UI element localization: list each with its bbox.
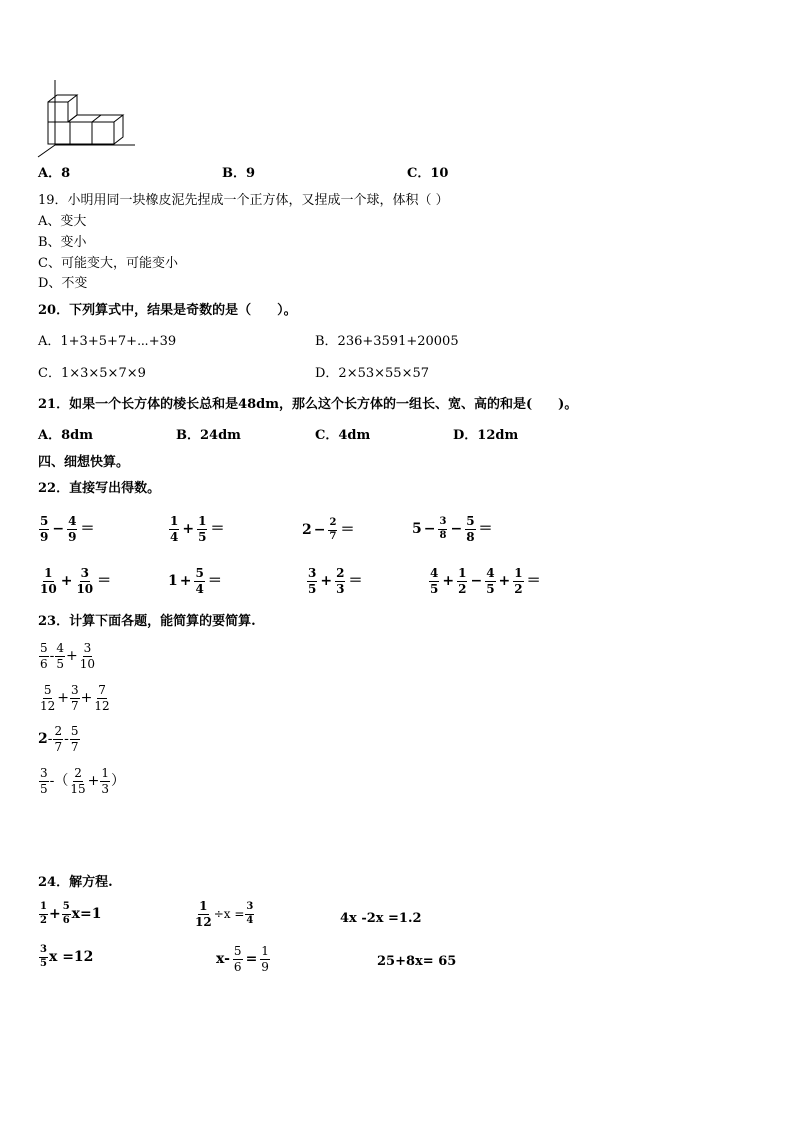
q21-option-d[interactable]: D．12dm xyxy=(453,428,519,443)
operator: − xyxy=(450,521,463,538)
q24-eq-1 xyxy=(38,902,102,926)
denominator: 3 xyxy=(101,781,110,796)
q21-option-b[interactable]: B．24dm xyxy=(176,428,241,443)
denominator: 6 xyxy=(40,656,48,671)
denominator: 3 xyxy=(336,581,345,596)
numerator: 3 xyxy=(308,566,317,580)
numerator: 4 xyxy=(486,566,495,580)
denominator: 2 xyxy=(458,581,467,596)
numerator: 1 xyxy=(199,899,208,913)
operator: + xyxy=(498,573,511,590)
equals: ＝ xyxy=(97,573,112,590)
whole-number: 5 xyxy=(412,521,422,538)
numerator: 1 xyxy=(39,902,48,915)
denominator: 15 xyxy=(70,781,86,796)
q20-option-a[interactable]: A．1+3+5+7+⋯+39 xyxy=(38,334,177,349)
numerator: 3 xyxy=(39,945,48,958)
q24-stem: 24．解方程. xyxy=(38,875,113,890)
operator: − xyxy=(313,522,326,538)
q19-option-b[interactable]: B、变小 xyxy=(38,235,87,250)
operator: + xyxy=(80,690,93,707)
q18-option-b[interactable]: B．9 xyxy=(222,166,256,181)
equals: ＝ xyxy=(348,573,363,590)
q19-option-d[interactable]: D、不变 xyxy=(38,276,88,291)
q24-eq-2 xyxy=(193,900,255,928)
operator: + xyxy=(57,690,70,707)
equals: ＝ xyxy=(526,573,541,590)
q20-stem: 20．下列算式中，结果是奇数的是（ ）。 xyxy=(38,303,297,318)
q23-expr-4 xyxy=(38,767,125,795)
q24-eq-6: 25+8x= 65 xyxy=(377,954,457,969)
denominator: 7 xyxy=(329,530,337,542)
operator: + xyxy=(320,573,333,590)
operator: − xyxy=(470,573,483,590)
numerator: 4 xyxy=(68,514,77,528)
denominator: 4 xyxy=(170,529,179,544)
numerator: 3 xyxy=(438,517,447,530)
denominator: 8 xyxy=(439,529,447,541)
numerator: 5 xyxy=(40,514,49,528)
denominator: 6 xyxy=(233,959,242,974)
operator: = xyxy=(245,951,258,968)
q19-option-c[interactable]: C、可能变大，可能变小 xyxy=(38,256,178,271)
denominator: 4 xyxy=(195,581,204,596)
operator: + xyxy=(179,573,192,590)
numerator: 1 xyxy=(458,566,467,580)
equals: ＝ xyxy=(478,521,493,538)
denominator: 10 xyxy=(79,656,96,671)
denominator: 5 xyxy=(198,529,207,544)
operator: + xyxy=(442,573,455,590)
q22-stem: 22．直接写出得数。 xyxy=(38,481,161,496)
equation-rest: x =12 xyxy=(48,949,94,965)
close-paren: ） xyxy=(111,773,126,790)
cube-stack-figure xyxy=(30,75,140,160)
numerator: 3 xyxy=(71,683,79,697)
numerator: 5 xyxy=(70,724,79,738)
numerator: 5 xyxy=(62,902,71,915)
q23-expr-1 xyxy=(38,642,97,670)
numerator: 5 xyxy=(40,641,48,655)
denominator: 5 xyxy=(486,581,495,596)
operator: + xyxy=(48,906,61,922)
operator: ÷x = xyxy=(213,907,245,922)
operator: - xyxy=(64,731,69,748)
whole-number: 2 xyxy=(38,731,48,748)
denominator: 10 xyxy=(76,581,94,596)
numerator: 5 xyxy=(195,566,204,580)
denominator: 9 xyxy=(261,959,269,974)
denominator: 2 xyxy=(40,914,47,926)
q20-option-c[interactable]: C．1×3×5×7×9 xyxy=(38,366,146,381)
numerator: 5 xyxy=(43,683,52,697)
denominator: 5 xyxy=(308,581,317,596)
equation-rest: x=1 xyxy=(71,906,102,922)
whole-number: 2 xyxy=(302,522,312,538)
q18-option-c[interactable]: C．10 xyxy=(407,166,449,181)
numerator: 4 xyxy=(56,641,65,655)
q21-option-c[interactable]: C．4dm xyxy=(315,428,371,443)
numerator: 2 xyxy=(74,766,82,780)
numerator: 2 xyxy=(54,724,63,738)
operator: -（ xyxy=(49,773,69,790)
q19-option-a[interactable]: A、变大 xyxy=(38,214,87,229)
equals: ＝ xyxy=(210,521,225,538)
denominator: 12 xyxy=(40,698,56,713)
denominator: 8 xyxy=(466,529,475,544)
operator: − xyxy=(423,521,436,538)
denominator: 7 xyxy=(54,739,63,754)
q22-expr-7 xyxy=(306,567,362,595)
denominator: 2 xyxy=(514,581,523,596)
numerator: 4 xyxy=(430,566,439,580)
q22-expr-2 xyxy=(168,515,224,543)
equals: ＝ xyxy=(340,522,355,538)
q18-option-a[interactable]: A．8 xyxy=(38,166,71,181)
numerator: 2 xyxy=(328,518,337,531)
denominator: 5 xyxy=(40,957,47,969)
operator: - xyxy=(47,731,53,748)
denominator: 7 xyxy=(70,739,79,754)
q23-stem: 23．计算下面各题，能简算的要简算. xyxy=(38,614,256,629)
operator: + xyxy=(182,521,195,538)
operator: + xyxy=(66,648,78,665)
whole-number: 1 xyxy=(168,573,178,590)
numerator: 5 xyxy=(466,514,475,528)
denominator: 5 xyxy=(56,656,65,671)
q23-expr-3 xyxy=(38,725,81,753)
q22-expr-8 xyxy=(428,567,541,595)
q21-stem: 21．如果一个长方体的棱长总和是48dm，那么这个长方体的一组长、宽、高的和是( )。 xyxy=(38,397,578,412)
numerator: 3 xyxy=(83,641,92,655)
q23-expr-2 xyxy=(38,684,112,712)
q21-option-a[interactable]: A．8dm xyxy=(38,428,93,443)
numerator: 1 xyxy=(261,944,269,958)
denominator: 5 xyxy=(430,581,439,596)
operator: + xyxy=(60,573,73,590)
denominator: 12 xyxy=(195,914,212,929)
denominator: 6 xyxy=(62,914,70,926)
numerator: 3 xyxy=(40,766,48,780)
q20-option-d[interactable]: D．2×53×55×57 xyxy=(315,366,429,381)
numerator: 1 xyxy=(101,766,110,780)
numerator: 1 xyxy=(170,514,179,528)
denominator: 9 xyxy=(68,529,77,544)
section-heading: 四、细想快算。 xyxy=(38,455,130,470)
denominator: 4 xyxy=(246,914,254,926)
q19-stem: 19．小明用同一块橡皮泥先捏成一个正方体，又捏成一个球，体积（ ） xyxy=(38,193,449,208)
operator: − xyxy=(52,521,65,538)
numerator: 3 xyxy=(80,566,89,580)
equals: ＝ xyxy=(207,573,222,590)
denominator: 12 xyxy=(94,698,110,713)
operator: + xyxy=(87,773,100,790)
equation-prefix: x- xyxy=(216,951,230,968)
q24-eq-5 xyxy=(216,945,271,973)
q20-option-b[interactable]: B．236+3591+20005 xyxy=(315,334,459,349)
q22-expr-6 xyxy=(168,567,222,595)
numerator: 1 xyxy=(198,514,207,528)
denominator: 5 xyxy=(40,781,48,796)
operator: - xyxy=(49,648,55,665)
q24-eq-4 xyxy=(38,945,93,969)
q22-expr-4 xyxy=(412,515,493,543)
q24-eq-3: 4x -2x =1.2 xyxy=(340,911,422,926)
denominator: 10 xyxy=(40,581,57,596)
q22-expr-3 xyxy=(302,518,354,542)
q22-expr-5 xyxy=(38,567,111,595)
numerator: 2 xyxy=(336,566,345,580)
numerator: 5 xyxy=(233,944,242,958)
equals: ＝ xyxy=(80,521,95,538)
numerator: 1 xyxy=(44,566,53,580)
denominator: 9 xyxy=(40,529,49,544)
numerator: 7 xyxy=(98,683,106,697)
numerator: 1 xyxy=(514,566,523,580)
denominator: 7 xyxy=(71,698,79,713)
numerator: 3 xyxy=(245,902,254,915)
q22-expr-1 xyxy=(38,515,94,543)
